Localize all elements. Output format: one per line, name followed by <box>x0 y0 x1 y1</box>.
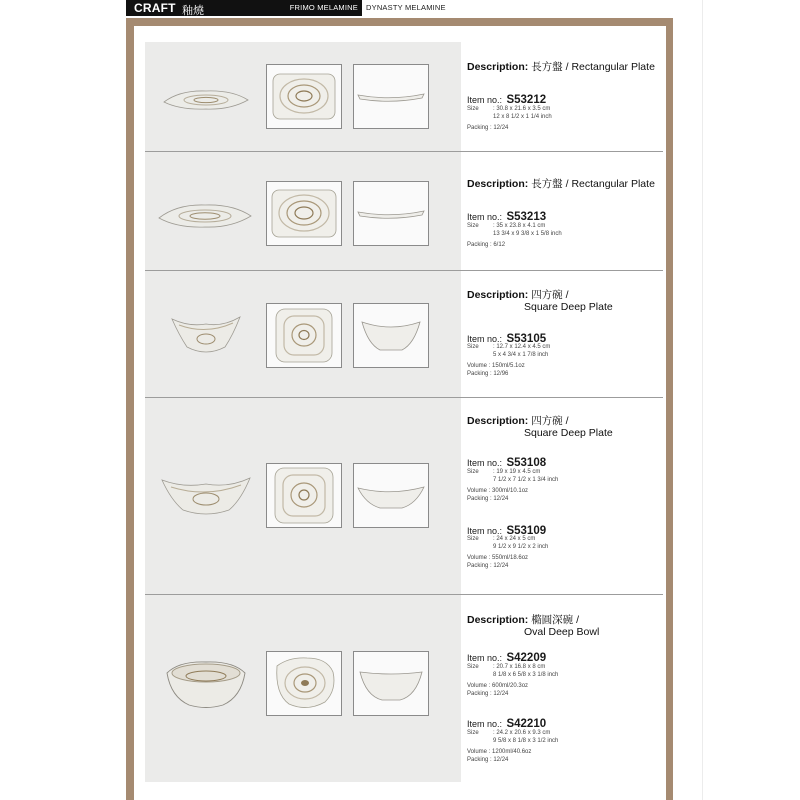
product-photo-top <box>266 64 342 129</box>
item-code: S53213 <box>506 211 547 223</box>
product-photo-angle <box>160 84 252 114</box>
item-number: Item no.: S53109 <box>467 525 547 537</box>
item-specs: Size : 24.2 x 20.6 x 9.3 cm 9 5/8 x 8 1/8 x 3 1/2 inch Volume : 1200ml/40.6oz Packing : 12/24 <box>467 730 559 763</box>
product-description: Description: 四方碗 / Square Deep Plate <box>467 289 613 313</box>
product-photo-angle <box>163 655 249 713</box>
row-divider <box>145 397 663 398</box>
product-photo-top <box>266 463 342 528</box>
item-code: S53108 <box>506 457 547 469</box>
item-number: Item no.: S53108 <box>467 457 547 469</box>
craft-chinese-label: 釉燒 <box>182 5 204 17</box>
item-code: S53109 <box>506 525 547 537</box>
product-description: Description: 橢圓深碗 / Oval Deep Bowl <box>467 614 600 638</box>
product-photo-side <box>353 651 429 716</box>
item-specs: Size : 19 x 19 x 4.5 cm 7 1/2 x 7 1/2 x 1 3/4 inch Volume : 300ml/10.1oz Packing : 12/24 <box>467 469 559 502</box>
product-description: Description: 長方盤 / Rectangular Plate <box>467 61 655 73</box>
item-code: S53105 <box>506 333 547 345</box>
craft-label: CRAFT <box>134 1 176 15</box>
item-specs: Size : 12.7 x 12.4 x 4.5 cm 5 x 4 3/4 x 1 7/8 inch Volume : 150ml/5.1oz Packing : 12/96 <box>467 344 551 377</box>
item-code: S53212 <box>506 94 547 106</box>
page-edge-rule <box>702 0 703 800</box>
item-code: S42209 <box>506 652 547 664</box>
product-photo-side <box>353 181 429 246</box>
header-craft-tab <box>126 0 362 16</box>
brand-dynasty: DYNASTY MELAMINE <box>366 3 446 12</box>
product-photo-top <box>266 651 342 716</box>
product-photo-top <box>266 303 342 368</box>
item-specs: Size : 24 x 24 x 5 cm 9 1/2 x 9 1/2 x 2 inch Volume : 550ml/18.6oz Packing : 12/24 <box>467 536 549 569</box>
item-number: Item no.: S53213 <box>467 211 547 223</box>
product-photo-angle <box>159 470 253 522</box>
product-photo-angle <box>155 198 255 232</box>
item-code: S42210 <box>506 718 547 730</box>
item-number: Item no.: S53212 <box>467 94 547 106</box>
item-number: Item no.: S42209 <box>467 652 547 664</box>
item-specs: Size : 35 x 23.8 x 4.1 cm 13 3/4 x 9 3/8 x 1 5/8 inch Packing : 6/12 <box>467 223 562 248</box>
item-number: Item no.: S42210 <box>467 718 547 730</box>
product-description: Description: 四方碗 / Square Deep Plate <box>467 415 613 439</box>
product-photo-side <box>353 303 429 368</box>
row-divider <box>145 151 663 152</box>
product-photo-side <box>353 463 429 528</box>
brand-frimo: FRIMO MELAMINE <box>289 3 358 12</box>
product-photo-top <box>266 181 342 246</box>
row-divider <box>145 594 663 595</box>
row-divider <box>145 270 663 271</box>
product-photo-side <box>353 64 429 129</box>
item-specs: Size : 30.8 x 21.6 x 3.5 cm 12 x 8 1/2 x 1 1/4 inch Packing : 12/24 <box>467 106 552 131</box>
item-specs: Size : 20.7 x 16.8 x 8 cm 8 1/8 x 6 5/8 x 3 1/8 inch Volume : 600ml/20.3oz Packing : 12/24 <box>467 664 559 697</box>
product-photo-angle <box>169 311 243 365</box>
item-number: Item no.: S53105 <box>467 333 547 345</box>
product-description: Description: 長方盤 / Rectangular Plate <box>467 178 655 190</box>
